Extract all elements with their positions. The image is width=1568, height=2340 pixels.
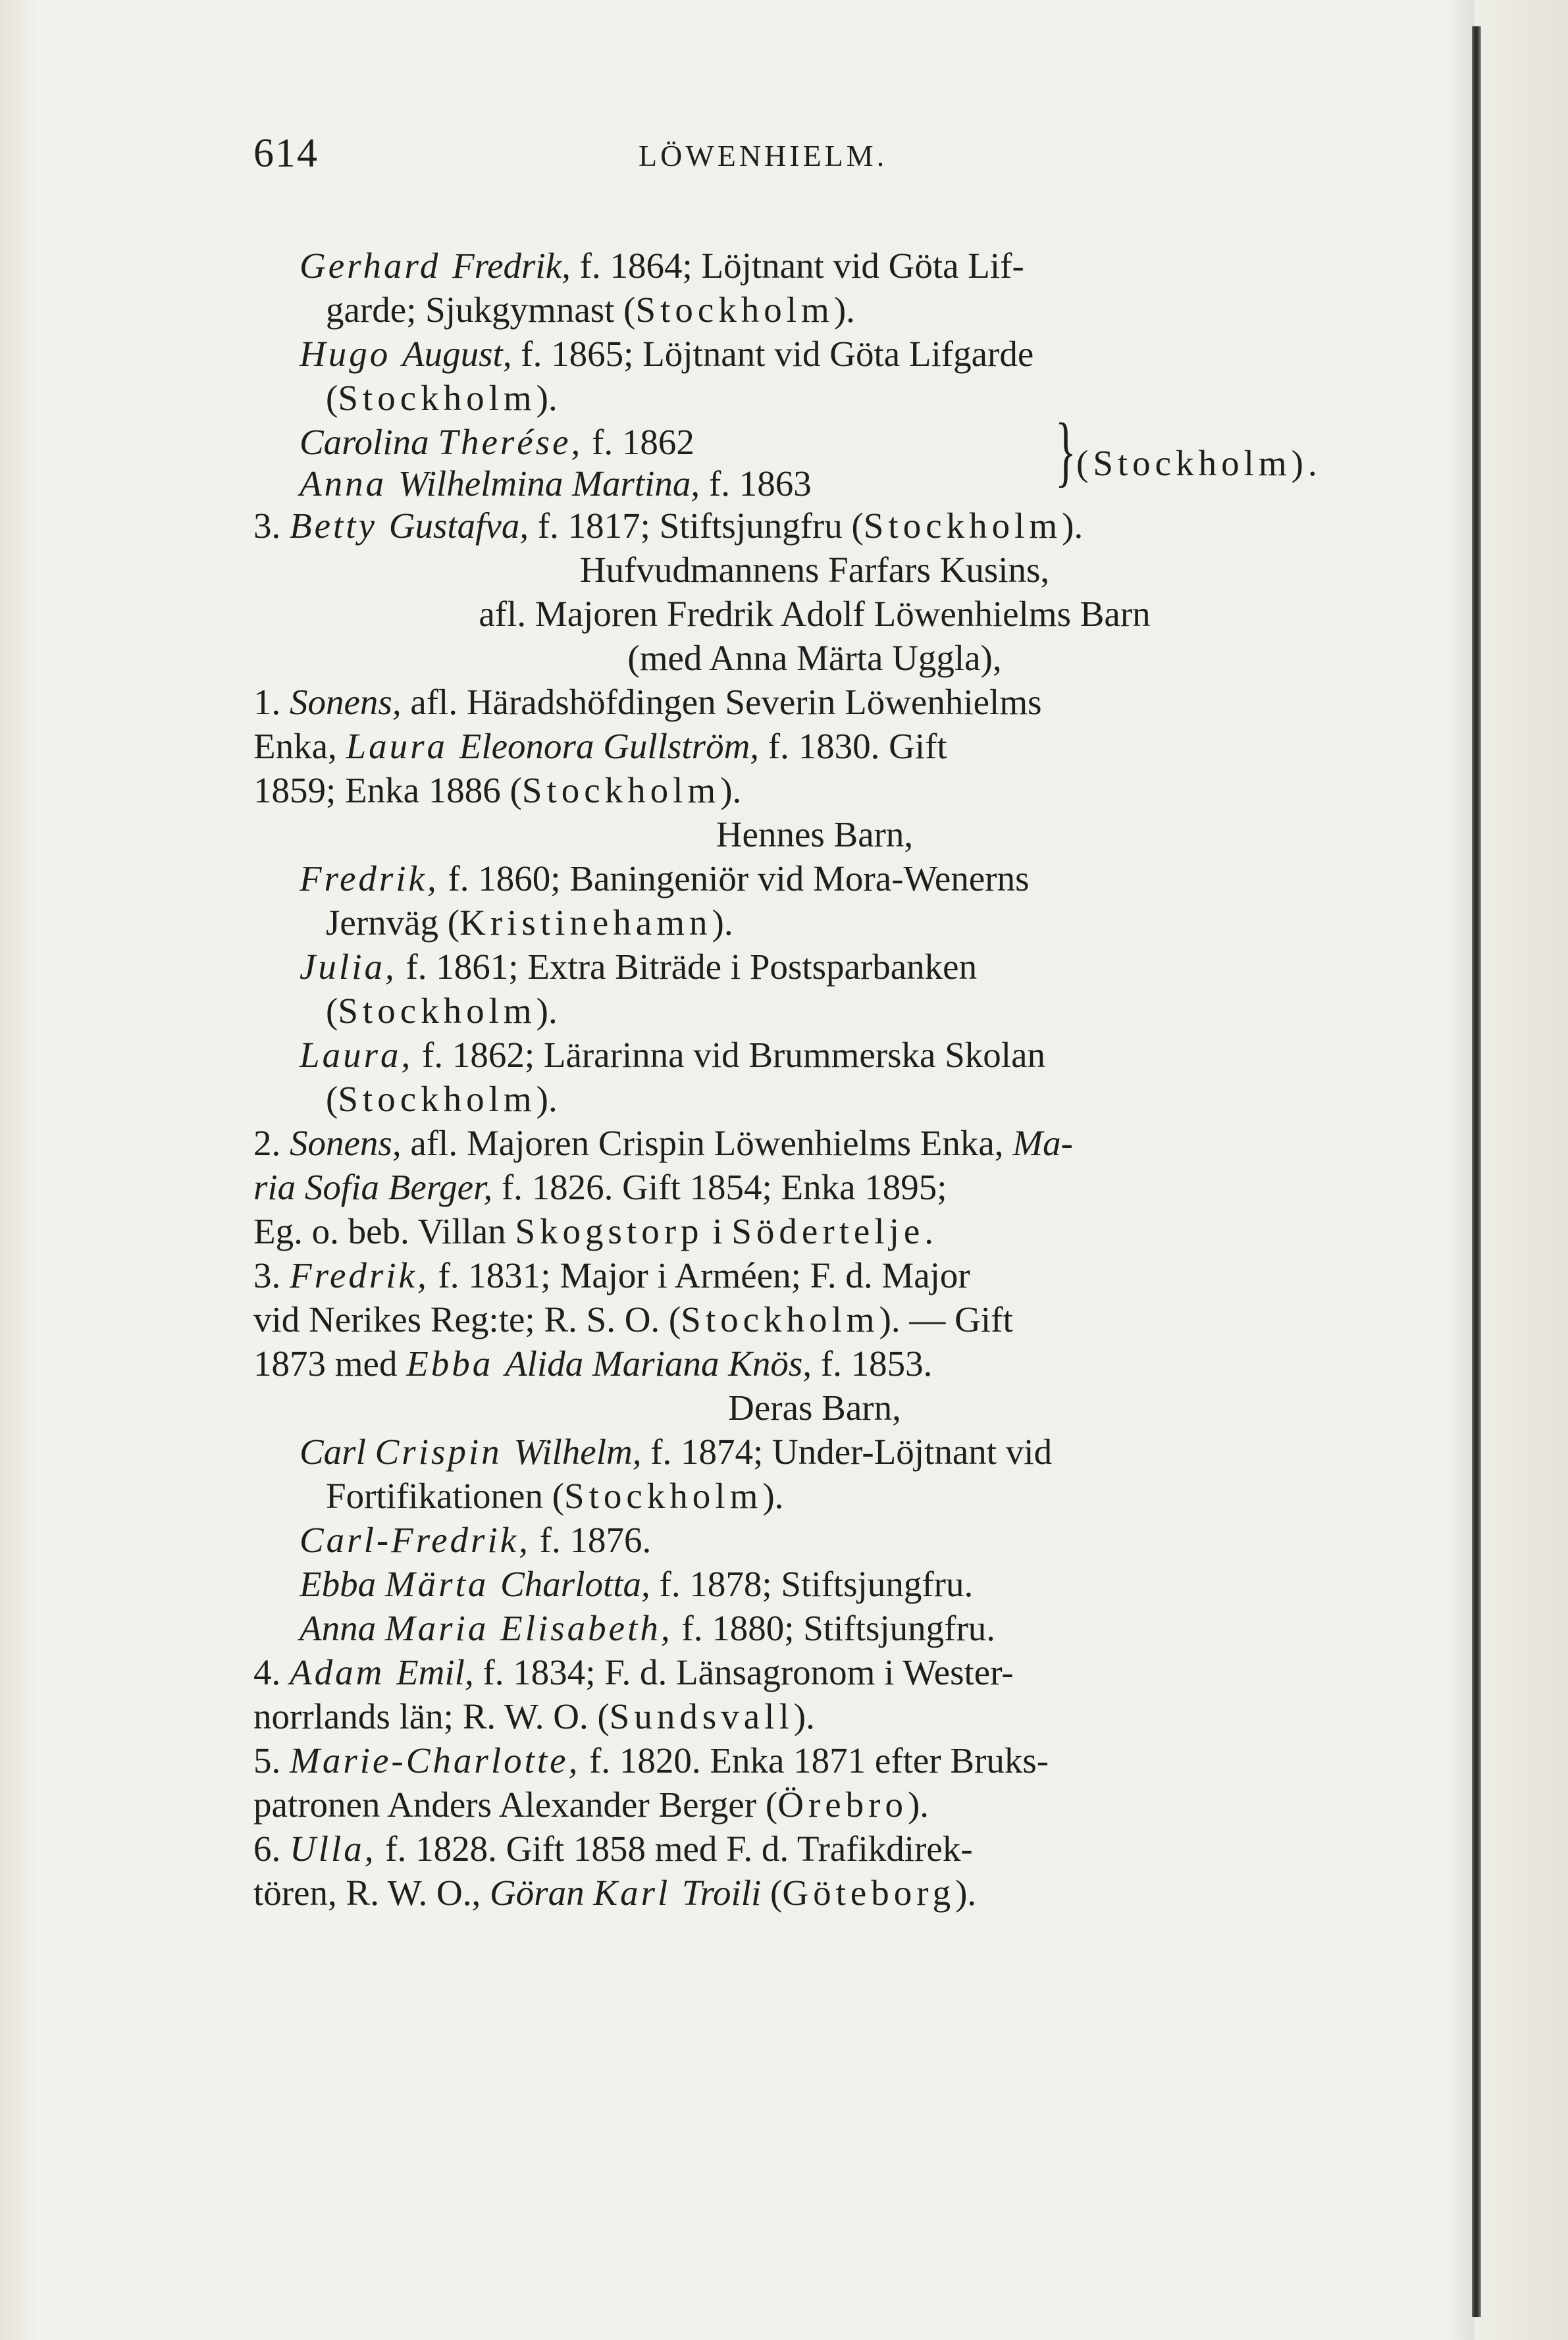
emphasized-name: Fredrik, xyxy=(300,858,439,898)
text-run: ). xyxy=(793,1696,815,1736)
spaced-place-name: Stockholm xyxy=(338,991,536,1031)
emphasized-name: Anna xyxy=(300,463,398,504)
italic-name: Ebba xyxy=(300,1564,385,1604)
text-line xyxy=(253,1781,929,1829)
text-run: norrlands län; R. W. O. ( xyxy=(253,1696,610,1736)
text-run: ( xyxy=(761,1873,783,1913)
right-brace: } xyxy=(1055,407,1076,494)
italic-name: Wilhelm, xyxy=(513,1432,642,1472)
text-line xyxy=(253,1164,947,1211)
text-run: 3. xyxy=(253,506,290,546)
text-run: ). xyxy=(907,1784,929,1825)
text-run: ). xyxy=(720,770,742,810)
text-line xyxy=(253,767,741,814)
text-line xyxy=(253,1208,933,1255)
emphasized-name: Adam xyxy=(290,1652,397,1692)
emphasized-name: Maria Elisabeth, xyxy=(384,1608,673,1648)
text-line xyxy=(253,1825,973,1873)
italic-name: Fredrik, xyxy=(452,246,571,286)
italic-name: Carolina xyxy=(300,422,438,462)
text-line xyxy=(253,1693,815,1740)
text-run: ). xyxy=(955,1873,977,1913)
spaced-place-name: Örebro xyxy=(777,1784,908,1825)
spaced-place-name: Stockholm xyxy=(338,378,536,418)
text-line xyxy=(253,1340,932,1388)
text-run: 5. xyxy=(253,1740,290,1781)
text-line xyxy=(300,460,812,507)
text-run: ( xyxy=(326,1079,338,1119)
text-run: f. 1828. Gift 1858 med F. d. Trafikdirek- xyxy=(376,1829,973,1869)
emphasized-name: Julia, xyxy=(300,947,397,987)
emphasized-name: Therése, xyxy=(438,422,583,462)
text-line xyxy=(253,811,1376,858)
spine-shadow xyxy=(1448,0,1475,2340)
spaced-place-name: Kristinehamn xyxy=(459,902,712,943)
text-run: f. 1876. xyxy=(530,1520,652,1560)
emphasized-name: Hugo xyxy=(300,334,402,374)
text-line xyxy=(253,1252,970,1299)
italic-name: Carl xyxy=(300,1432,375,1472)
text-run: f. 1853. xyxy=(812,1343,933,1384)
emphasized-name: Laura xyxy=(346,726,459,766)
text-run: Eg. o. beb. Villan xyxy=(253,1211,515,1251)
italic-name: ria Sofia Berger, xyxy=(253,1167,493,1207)
italic-name: August, xyxy=(402,334,512,374)
italic-name: Göran xyxy=(490,1873,594,1913)
emphasized-name: Betty xyxy=(290,506,389,546)
text-run: Hennes Barn, xyxy=(716,814,914,854)
text-line xyxy=(300,1428,1052,1476)
emphasized-name: Crispin xyxy=(375,1432,514,1472)
text-line xyxy=(326,987,558,1035)
emphasized-name: Ebba xyxy=(406,1343,506,1384)
text-run: 2. xyxy=(253,1123,290,1163)
text-run: ( xyxy=(326,991,338,1031)
text-run: f. 1831; Major i Arméen; F. d. Major xyxy=(429,1255,970,1295)
spaced-place-name: Stockholm xyxy=(635,290,834,330)
emphasized-name: Laura, xyxy=(300,1035,413,1075)
text-line xyxy=(326,899,733,947)
text-line xyxy=(326,286,855,334)
text-run: ). xyxy=(712,902,733,943)
text-line xyxy=(300,943,977,991)
spaced-place-name: Stockholm xyxy=(521,770,721,810)
text-run: ). xyxy=(762,1476,784,1516)
text-run: f. 1817; Stiftsjungfru ( xyxy=(529,506,864,546)
spaced-place-name: Skogstorp xyxy=(515,1211,704,1251)
italic-name: Charlotta, xyxy=(500,1564,650,1604)
emphasized-name: Karl xyxy=(593,1873,683,1913)
text-line xyxy=(326,1076,558,1123)
spaced-place-name: Sundsvall xyxy=(609,1696,794,1736)
page-number: 614 xyxy=(253,131,319,176)
emphasized-name: Gerhard xyxy=(300,246,453,286)
emphasized-name: Ulla, xyxy=(290,1829,377,1869)
text-run: ). xyxy=(536,378,558,418)
text-line xyxy=(253,590,1376,638)
text-run: vid Nerikes Reg:te; R. S. O. ( xyxy=(253,1299,681,1339)
italic-name: Troili xyxy=(682,1873,762,1913)
spaced-place-name: Stockholm xyxy=(338,1079,536,1119)
text-line xyxy=(253,1296,1013,1343)
text-run: 6. xyxy=(253,1829,290,1869)
text-run: f. 1862 xyxy=(583,422,694,462)
text-line xyxy=(253,635,1376,682)
text-run: i xyxy=(703,1211,732,1251)
text-line xyxy=(326,1472,783,1520)
text-run: f. 1863 xyxy=(700,463,812,504)
spaced-place-name: Stockholm xyxy=(863,506,1062,546)
spaced-place-name: Göteborg xyxy=(782,1873,956,1913)
text-run: 3. xyxy=(253,1255,290,1295)
text-line xyxy=(253,1869,976,1917)
text-line xyxy=(300,330,1033,378)
text-line xyxy=(300,855,1029,902)
text-run: f. 1865; Löjtnant vid Göta Lifgarde xyxy=(511,334,1034,374)
bracket-note: (Stockholm). xyxy=(1076,443,1322,483)
book-spine-edge xyxy=(1472,26,1481,2317)
text-line xyxy=(253,679,1042,726)
italic-name: Ma- xyxy=(1012,1123,1073,1163)
text-run: Fortifikationen ( xyxy=(326,1476,565,1516)
text-run: f. 1878; Stiftsjungfru. xyxy=(650,1564,974,1604)
emphasized-name: Märta xyxy=(384,1564,501,1604)
text-run: . xyxy=(924,1211,934,1251)
text-run: ). xyxy=(536,1079,558,1119)
text-line xyxy=(300,1605,995,1652)
text-run: f. 1864; Löjtnant vid Göta Lif- xyxy=(570,246,1024,286)
text-line xyxy=(300,1561,973,1608)
italic-name: Sonens, xyxy=(290,682,402,722)
running-head: LÖWENHIELM. xyxy=(639,139,888,172)
text-run: 1. xyxy=(253,682,290,722)
text-run: 1859; Enka 1886 ( xyxy=(253,770,522,810)
spaced-place-name: Södertelje xyxy=(731,1211,925,1251)
text-line xyxy=(253,1737,1049,1784)
spaced-place-name: Stockholm xyxy=(681,1299,879,1339)
text-line xyxy=(300,1031,1045,1079)
text-run: f. 1880; Stiftsjungfru. xyxy=(672,1608,996,1648)
emphasized-name: Carl-Fredrik, xyxy=(300,1520,531,1560)
italic-name: Alida Mariana Knös, xyxy=(505,1343,812,1384)
italic-name: Eleonora Gullström, xyxy=(459,726,760,766)
italic-name: Sonens, xyxy=(290,1123,402,1163)
text-run: 4. xyxy=(253,1652,290,1692)
text-line xyxy=(300,242,1024,290)
text-run: Deras Barn, xyxy=(728,1388,901,1428)
text-line xyxy=(300,1517,651,1564)
text-run: ( xyxy=(326,378,338,418)
text-run: f. 1834; F. d. Länsagronom i Wester- xyxy=(473,1652,1014,1692)
text-run: f. 1830. Gift xyxy=(759,726,947,766)
text-run: Jernväg ( xyxy=(326,902,460,943)
text-run: f. 1862; Lärarinna vid Brummerska Skolan xyxy=(413,1035,1046,1075)
italic-name: Wilhelmina Martina, xyxy=(398,463,700,504)
text-run: ). xyxy=(833,290,855,330)
text-run: tören, R. W. O., xyxy=(253,1873,490,1913)
text-run: afl. Häradshöfdingen Severin Löwenhielms xyxy=(401,682,1042,722)
text-run: garde; Sjukgymnast ( xyxy=(326,290,636,330)
emphasized-name: Fredrik, xyxy=(290,1255,429,1295)
text-run: f. 1826. Gift 1854; Enka 1895; xyxy=(492,1167,947,1207)
text-line xyxy=(253,1120,1073,1167)
emphasized-name: Marie-Charlotte, xyxy=(290,1740,581,1781)
page-header xyxy=(253,130,1372,190)
text-run: ). — Gift xyxy=(879,1299,1013,1339)
text-run: f. 1874; Under-Löjtnant vid xyxy=(641,1432,1053,1472)
text-line xyxy=(326,375,558,422)
text-run: afl. Majoren Fredrik Adolf Löwenhielms Barn xyxy=(479,594,1151,634)
italic-name: Gustafva, xyxy=(388,506,529,546)
text-line xyxy=(253,502,1083,550)
text-line xyxy=(253,1649,1014,1696)
text-line xyxy=(253,723,947,770)
spaced-place-name: Stockholm xyxy=(564,1476,763,1516)
text-line xyxy=(253,1384,1376,1432)
text-run: f. 1861; Extra Biträde i Postsparbanken xyxy=(396,947,978,987)
italic-name: Anna xyxy=(300,1608,385,1648)
text-run: ). xyxy=(536,991,558,1031)
italic-name: Emil, xyxy=(396,1652,474,1692)
text-run: patronen Anders Alexander Berger ( xyxy=(253,1784,778,1825)
text-run: ). xyxy=(1062,506,1084,546)
text-line xyxy=(300,419,694,466)
text-run: f. 1860; Baningeniör vid Mora-Wenerns xyxy=(438,858,1030,898)
text-run: f. 1820. Enka 1871 efter Bruks- xyxy=(580,1740,1049,1781)
text-run: Hufvudmannens Farfars Kusins, xyxy=(579,550,1050,590)
text-line xyxy=(253,546,1376,594)
text-run: (med Anna Märta Uggla), xyxy=(627,638,1002,678)
text-run: afl. Majoren Crispin Löwenhielms Enka, xyxy=(401,1123,1013,1163)
text-run: Enka, xyxy=(253,726,346,766)
text-run: 1873 med xyxy=(253,1343,407,1384)
